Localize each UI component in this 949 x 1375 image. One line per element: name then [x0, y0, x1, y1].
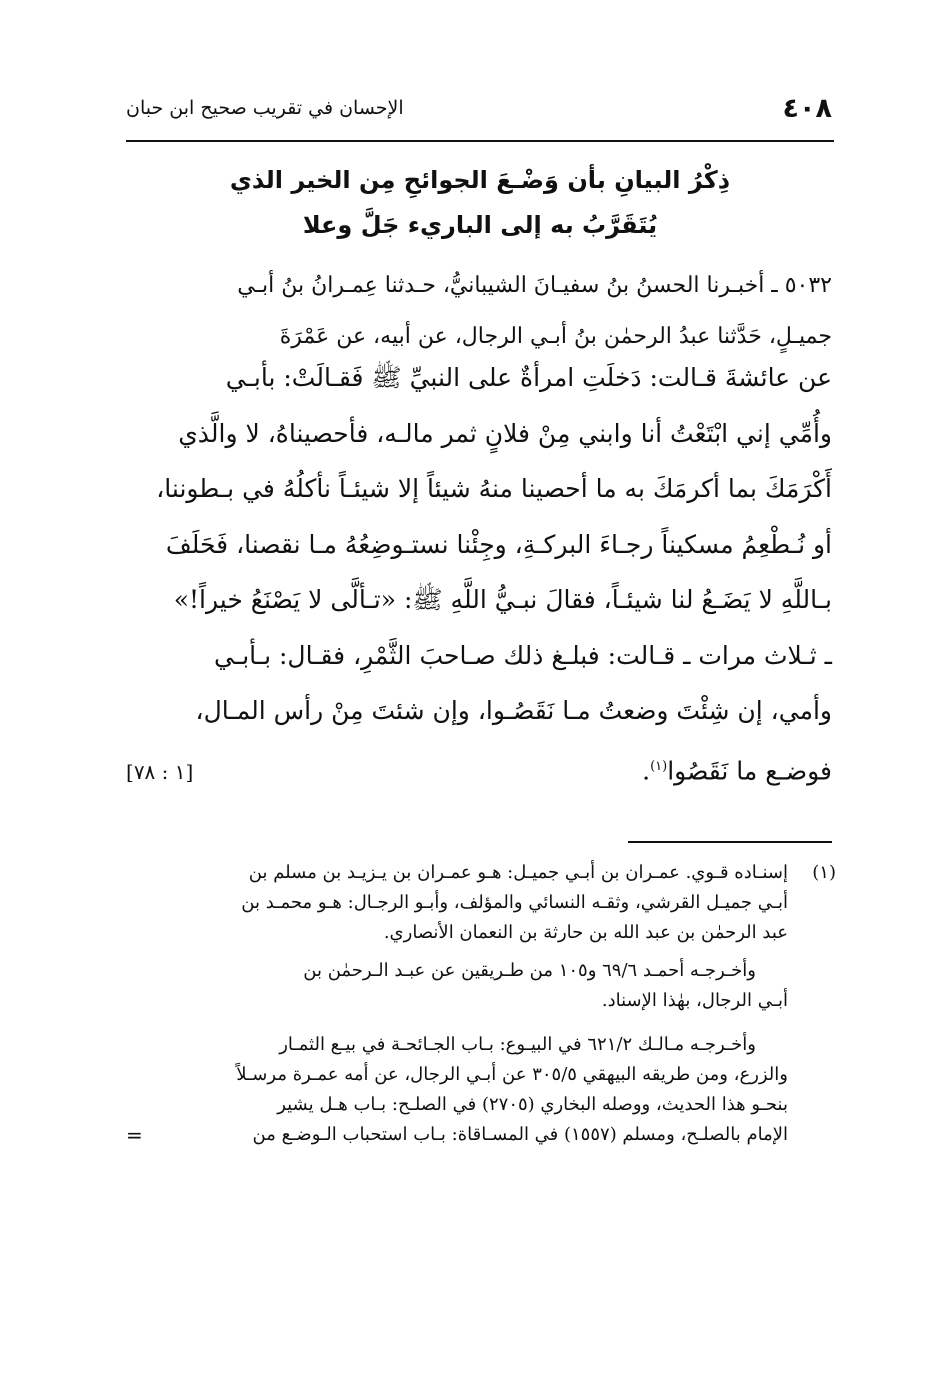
- hadith-reference: [١ : ٧٨]: [126, 759, 194, 784]
- matn-line: أَكْرَمَكَ بما أكرمَكَ به ما أحصينا منهُ شيئاً إلا شيئـاً نأكلُهُ في بـطوننا،: [156, 474, 832, 503]
- footnote-1: [126, 858, 836, 948]
- footnote-line: أبـي جميـل القرشي، وثقـه النسائي والمؤلف، وأبـو الرجـال: هـو محمـد بن: [241, 892, 788, 913]
- page-number: ٤٠٨: [782, 92, 832, 124]
- footnote-1-first-line: [126, 858, 836, 888]
- matn-line: ـ ثـلاث مرات ـ قـالت: فبلـغ ذلك صـاحبَ الثَّمْرِ، فقـال: بـأبـي: [214, 640, 832, 670]
- footnote-line: عبد الرحمٰن بن عبد الله بن حارثة بن النعمان الأنصاري.: [383, 922, 788, 943]
- page-header: [126, 88, 832, 128]
- footnote-line: بنحـو هذا الحديث، ووصله البخاري (٢٧٠٥) في الصلـح: بـاب هـل يشير: [277, 1094, 788, 1115]
- header-rule: [126, 140, 834, 142]
- isnad-line-1: ٥٠٣٢ ـ أخبـرنا الحسنُ بنُ سفيـانَ الشيبانيُّ، حـدثنا عِمـرانُ بنُ أبـي: [237, 273, 832, 298]
- chapter-title-line-1: ذِكْرُ البيانِ بأن وَضْـعَ الجوائحِ مِن الخير الذي: [229, 166, 731, 194]
- matn-line: بـاللَّهِ لا يَضَـعُ لنا شيئـاً، فقالَ نبـيُّ اللَّهِ ﷺ: «تـألَّى لا يَصْنَعُ خيراً!»: [173, 585, 832, 614]
- chapter-title-line-2: يُتَقَرَّبُ به إلى الباريء جَلَّ وعلا: [302, 211, 658, 239]
- running-title: الإحسان في تقريب صحيح ابن حبان: [126, 97, 404, 119]
- footnote-line: الإمام بالصلـح، ومسلم (١٥٥٧) في المسـاقاة: بـاب استحباب الـوضـع من: [252, 1124, 788, 1145]
- footnote-paragraph-2: [126, 956, 836, 1016]
- footnote-last-line: [126, 1120, 836, 1150]
- continuation-mark: =: [126, 1123, 143, 1147]
- matn-line: أو نُـطْعِمُ مسكيناً رجـاءَ البركـةِ، وجِئْنا نستـوضِعُهُ مـا نقصنا، فَحَلَفَ: [165, 529, 832, 559]
- matn-line: وأُمِّي إني ابْتَعْتُ أنا وابني مِنْ فلانٍ ثمر مالـه، فأحصيناهُ، لا والَّذي: [178, 418, 832, 448]
- footnote-paragraph-3: [126, 1030, 836, 1150]
- footnote-line: أبـي الرجال، بهٰذا الإسناد.: [601, 990, 788, 1011]
- isnad-line-2: جميـلٍ، حَدَّثنا عبدُ الرحمٰن بنُ أبـي الرجال، عن أبيه، عن عَمْرَةَ: [279, 324, 832, 349]
- matn-last-line: [126, 739, 832, 801]
- chapter-title: [140, 158, 820, 248]
- matn-line: وأمي، إن شِئْتَ وضعتُ مـا نَقَصُـوا، وإن شئتَ مِنْ رأس المـال،: [195, 696, 832, 725]
- footnotes: [126, 858, 836, 1158]
- footnote-rule: [628, 841, 832, 843]
- hadith-isnad: [126, 260, 832, 362]
- end-period: .: [642, 755, 651, 785]
- footnote-line: وأخـرجـه مـالـك ٦٢١/٢ في البيـوع: بـاب الجـائحـة في بيـع الثمـار: [279, 1034, 756, 1055]
- footnote-marker: (١): [650, 758, 668, 774]
- matn-last-text-group: [642, 739, 832, 799]
- footnote-line: وأخـرجـه أحمـد ٦٩/٦ و١٠٥ من طـريقين عن عبـد الـرحمٰن بن: [303, 960, 756, 981]
- hadith-matn: [126, 350, 832, 800]
- matn-last-text: فوضـع ما نَقَصُوا: [667, 755, 832, 785]
- footnote-number: (١): [812, 862, 836, 883]
- footnote-line: إسنـاده قـوي. عمـران بن أبـي جميـل: هـو عمـران بن يـزيـد بن مسلم بن: [248, 862, 788, 883]
- footnote-line: والزرع، ومن طريقه البيهقي ٣٠٥/٥ عن أبـي الرجال، عن أمه عمـرة مرسـلاً: [236, 1064, 788, 1085]
- matn-line: عن عائشةَ قـالت: دَخلَتِ امرأةٌ على النبيِّ ﷺ فَقـالَتْ: بأبـي: [225, 363, 832, 392]
